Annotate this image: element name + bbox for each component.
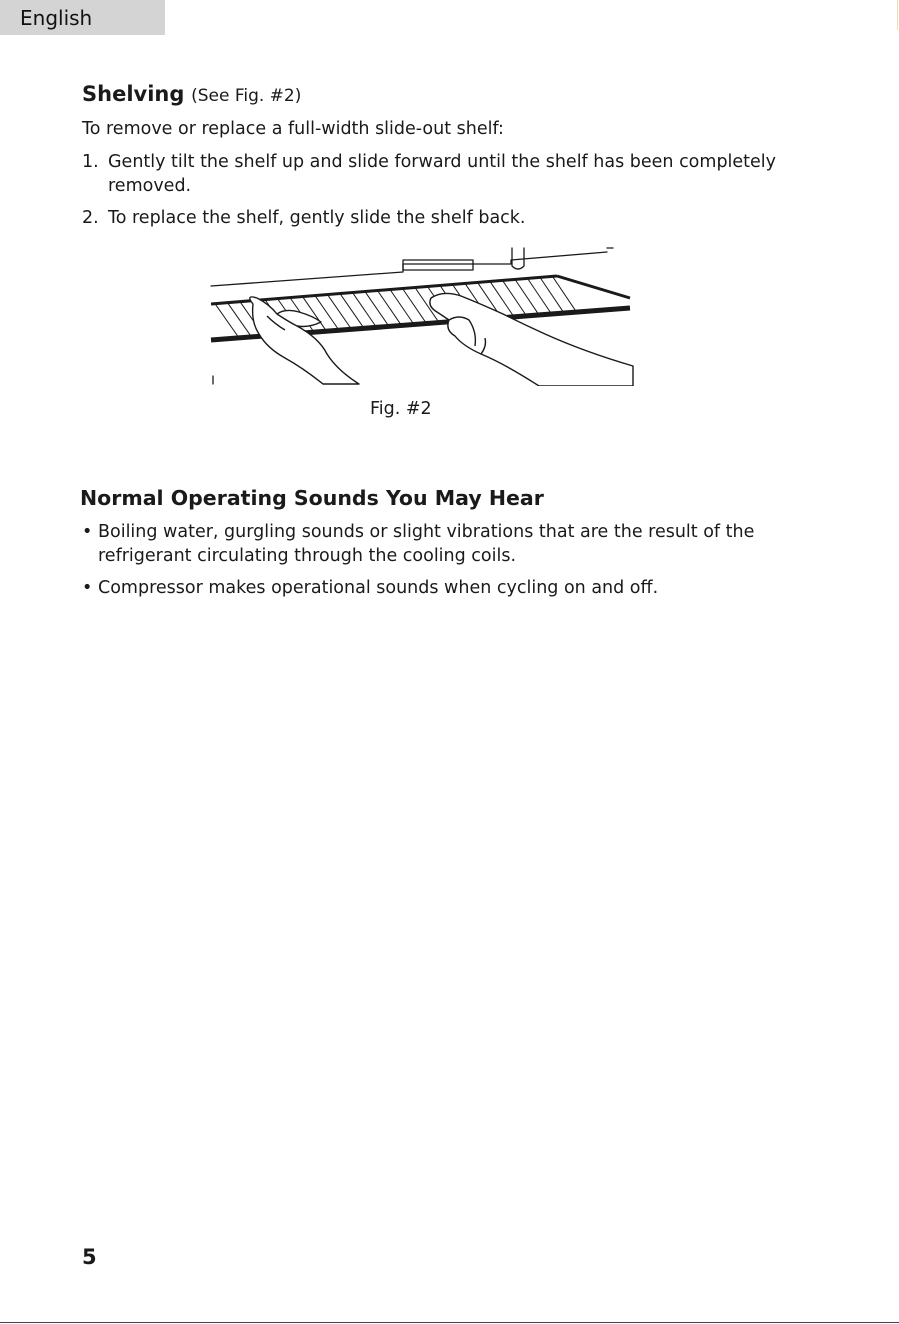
shelf-wire (215, 304, 239, 338)
control-button (403, 260, 473, 270)
bullet-item (82, 576, 802, 600)
shelf-wire (228, 303, 252, 337)
page-number: 5 (82, 1245, 97, 1269)
shelf-wire (378, 291, 402, 326)
step-number: 1. (82, 152, 99, 172)
sounds-heading: Normal Operating Sounds You May Hear (80, 486, 544, 510)
shelf-wire (390, 290, 414, 325)
language-tab: English (0, 0, 165, 35)
shelf-wire (315, 296, 339, 331)
step-item (82, 206, 802, 230)
cabinet-back-line (211, 252, 607, 286)
figure-caption: Fig. #2 (370, 399, 432, 419)
bullet-text: Boiling water, gurgling sounds or slight vibrations that are the result of the refrigerant circulating through the cooling coils. (98, 522, 755, 566)
step-text: To replace the shelf, gently slide the shelf back. (108, 208, 526, 228)
page-bottom-rule (0, 1322, 899, 1323)
step-text: Gently tilt the shelf up and slide forward until the shelf has been completely removed. (108, 152, 777, 196)
shelving-heading (82, 80, 802, 110)
bullet-item (82, 520, 802, 568)
right-hand (430, 293, 633, 386)
shelf-wire (403, 289, 427, 324)
bullet-marker: • (82, 522, 93, 542)
shelf-wire (503, 280, 527, 315)
shelf-illustration (205, 242, 635, 386)
step-number: 2. (82, 208, 99, 228)
shelf-wire (365, 292, 389, 327)
shelving-heading-text: Shelving (82, 82, 185, 106)
shelving-intro: To remove or replace a full-width slide-out shelf: (82, 119, 504, 139)
left-hand (250, 297, 359, 384)
shelf-wire (340, 294, 364, 329)
shelf-wire (515, 279, 539, 315)
shelf-wire (540, 277, 564, 313)
shelf-wire (528, 278, 552, 314)
shelf-wire (328, 295, 352, 330)
step-item (82, 150, 802, 198)
bullet-text: Compressor makes operational sounds when cycling on and off. (98, 578, 659, 598)
figure-reference: (See Fig. #2) (191, 86, 302, 106)
shelf-wire (353, 293, 377, 328)
page-edge-mark (897, 0, 898, 30)
bullet-marker: • (82, 578, 93, 598)
